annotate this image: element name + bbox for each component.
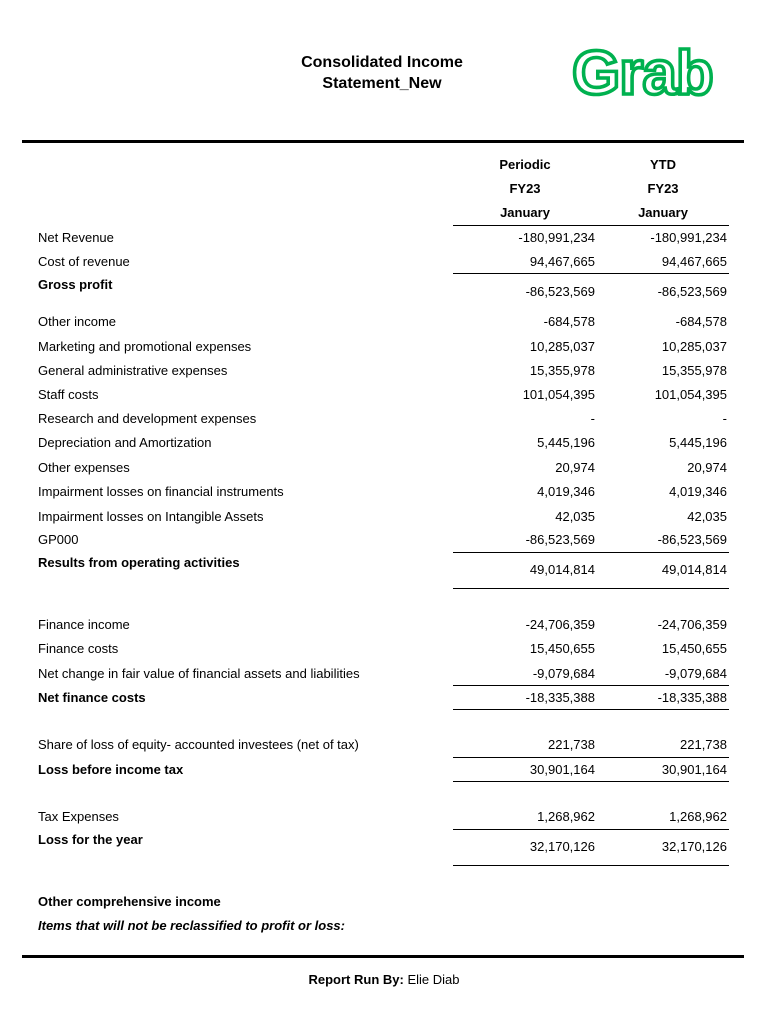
bottom-divider: [22, 955, 744, 958]
row-label: Net finance costs: [38, 690, 146, 705]
run-by-name: Elie Diab: [407, 972, 460, 987]
row-periodic-value: -180,991,234: [518, 230, 595, 245]
subtotal-line: [453, 552, 729, 553]
row-ytd-value: 221,738: [680, 737, 727, 752]
row-ytd-value: 15,450,655: [661, 641, 727, 656]
row-label: Finance costs: [38, 641, 119, 656]
row-label: Net change in fair value of financial assets and liabilities: [38, 666, 360, 681]
row-periodic-value: 15,450,655: [529, 641, 595, 656]
total-line: [453, 865, 729, 866]
row-label: General administrative expenses: [38, 363, 228, 378]
row-ytd-value: 10,285,037: [661, 339, 727, 354]
row-ytd-value: 32,170,126: [661, 839, 727, 854]
row-periodic-value: -24,706,359: [525, 617, 595, 632]
row-label: Loss for the year: [38, 832, 143, 847]
subtotal-line: [453, 829, 729, 830]
row-label: Research and development expenses: [38, 411, 257, 426]
row-periodic-value: 10,285,037: [529, 339, 595, 354]
row-ytd-value: -86,523,569: [657, 532, 727, 547]
row-periodic-value: 20,974: [555, 460, 595, 475]
row-periodic-value: 101,054,395: [522, 387, 595, 402]
row-periodic-value: 4,019,346: [537, 484, 595, 499]
total-line: [453, 588, 729, 589]
row-label: Finance income: [38, 617, 130, 632]
periodic-column-header: Periodic: [499, 157, 551, 172]
section-heading: Other comprehensive income: [38, 894, 221, 909]
row-ytd-value: 49,014,814: [661, 562, 727, 577]
run-by-label: Report Run By:: [308, 972, 404, 987]
row-ytd-value: 15,355,978: [661, 363, 727, 378]
report-title-line-2: Statement_New: [322, 75, 442, 92]
row-label: Other expenses: [38, 460, 130, 475]
row-periodic-value: -684,578: [543, 314, 595, 329]
top-divider: [22, 140, 744, 143]
row-periodic-value: 42,035: [555, 509, 595, 524]
report-title-line-1: Consolidated Income: [301, 54, 463, 71]
subtotal-line: [453, 685, 729, 686]
ytd-month-header: January: [638, 205, 688, 220]
row-periodic-value: -86,523,569: [525, 532, 595, 547]
row-ytd-value: 1,268,962: [669, 809, 727, 824]
row-ytd-value: -9,079,684: [664, 666, 727, 681]
row-periodic-value: 49,014,814: [529, 562, 595, 577]
row-label: Results from operating activities: [38, 555, 240, 570]
row-label: GP000: [38, 532, 79, 547]
row-ytd-value: 42,035: [687, 509, 727, 524]
row-label: Other income: [38, 314, 117, 329]
row-periodic-value: -86,523,569: [525, 284, 595, 299]
row-periodic-value: 1,268,962: [537, 809, 595, 824]
row-ytd-value: -86,523,569: [657, 284, 727, 299]
report-footer: [0, 972, 768, 987]
row-ytd-value: 94,467,665: [661, 254, 727, 269]
section-subheading: Items that will not be reclassified to profit or loss:: [38, 918, 345, 933]
row-label: Gross profit: [38, 277, 113, 292]
row-periodic-value: 32,170,126: [529, 839, 595, 854]
grab-logo: [570, 40, 724, 102]
row-label: Impairment losses on financial instruments: [38, 484, 284, 499]
ytd-fy-header: FY23: [647, 181, 679, 196]
row-label: Net Revenue: [38, 230, 114, 245]
row-periodic-value: 94,467,665: [529, 254, 595, 269]
row-label: Marketing and promotional expenses: [38, 339, 252, 354]
row-ytd-value: 30,901,164: [661, 762, 727, 777]
row-label: Impairment losses on Intangible Assets: [38, 509, 264, 524]
row-ytd-value: 101,054,395: [654, 387, 727, 402]
row-periodic-value: 15,355,978: [529, 363, 595, 378]
periodic-month-header: January: [500, 205, 550, 220]
row-periodic-value: 30,901,164: [529, 762, 595, 777]
ytd-column-header: YTD: [650, 157, 676, 172]
report-title: [272, 52, 492, 94]
row-ytd-value: -24,706,359: [657, 617, 727, 632]
row-label: Share of loss of equity- accounted investees (net of tax): [38, 737, 359, 752]
row-ytd-value: 5,445,196: [669, 435, 727, 450]
row-periodic-value: -9,079,684: [532, 666, 595, 681]
row-ytd-value: -180,991,234: [650, 230, 727, 245]
subtotal-line: [453, 757, 729, 758]
row-ytd-value: -684,578: [675, 314, 727, 329]
row-label: Staff costs: [38, 387, 99, 402]
header-underline: [453, 225, 729, 226]
total-line: [453, 709, 729, 710]
row-periodic-value: 5,445,196: [537, 435, 595, 450]
total-line: [453, 781, 729, 782]
row-label: Loss before income tax: [38, 762, 184, 777]
row-periodic-value: 221,738: [548, 737, 595, 752]
row-periodic-value: -18,335,388: [525, 690, 595, 705]
row-label: Cost of revenue: [38, 254, 130, 269]
row-label: Depreciation and Amortization: [38, 435, 212, 450]
row-label: Tax Expenses: [38, 809, 119, 824]
row-ytd-value: -: [722, 411, 727, 426]
row-periodic-value: -: [590, 411, 595, 426]
subtotal-line: [453, 273, 729, 274]
grab-logo-text: Grab: [572, 40, 713, 102]
row-ytd-value: -18,335,388: [657, 690, 727, 705]
row-ytd-value: 20,974: [687, 460, 727, 475]
periodic-fy-header: FY23: [509, 181, 541, 196]
row-ytd-value: 4,019,346: [669, 484, 727, 499]
